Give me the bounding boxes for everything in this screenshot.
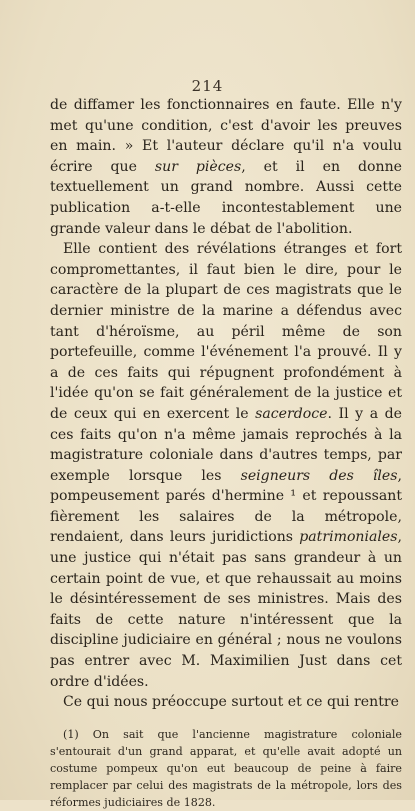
italic-phrase: sur pièces	[154, 158, 242, 175]
italic-phrase: patrimoniales	[299, 529, 398, 546]
footnote: (1) On sait que l'ancienne magistrature coloniale s'entourait d'un grand apparat, et qu'elle avait adopté un costume pompeux qu'on eut beaucoup de peine à faire remplacer par celui des magistrats de la métropole, lors des réformes judiciaires de 1828.	[50, 727, 402, 809]
page-number: 214	[191, 77, 224, 95]
paragraph: de diffamer les fonctionnaires en faute. Elle n'y met qu'une condition, c'est d'avoir les preuves en main. » Et l'auteur déclare qu'il n'a voulu écrire que sur pièces, et il en donne textuellement un grand nombre. Aussi cette publication a-t-elle incontestablement une grande valeur dans le débat de l'abolition.	[50, 97, 402, 237]
paragraph: Ce qui nous préoccupe surtout et ce qui rentre	[63, 694, 399, 711]
paragraph: Elle contient des révélations étranges et fort compromettantes, il faut bien le dire, pour le caractère de la plupart de ces magistrats que le dernier ministre de la marine a défendus avec tant d'héroïsme, au péril même de son portefeuille, comme l'événement l'a prouvé. Il y a de ces faits qui répugnent profondément à l'idée qu'on se fait généralement de la justice et de ceux qui en exercent le sacerdoce. Il y a de ces faits qu'on n'a même jamais reprochés à la magistrature coloniale dans d'autres temps, par exemple lorsque les seigneurs des îles, pompeusement parés d'hermine ¹ et repoussant fièrement les salaires de la métropole, rendaient, dans leurs juridictions patrimoniales, une justice qui n'était pas sans grandeur à un certain point de vue, et que rehaussait au moins le désintéressement de ses ministres. Mais des faits de cette nature n'intéressent que la discipline judiciaire en général ; nous ne voulons pas entrer avec M. Maximilien Just dans cet ordre d'idées.	[50, 241, 403, 690]
italic-phrase: seigneurs des îles	[240, 467, 398, 484]
italic-phrase: sacerdoce	[255, 405, 328, 422]
body-text	[50, 95, 402, 811]
